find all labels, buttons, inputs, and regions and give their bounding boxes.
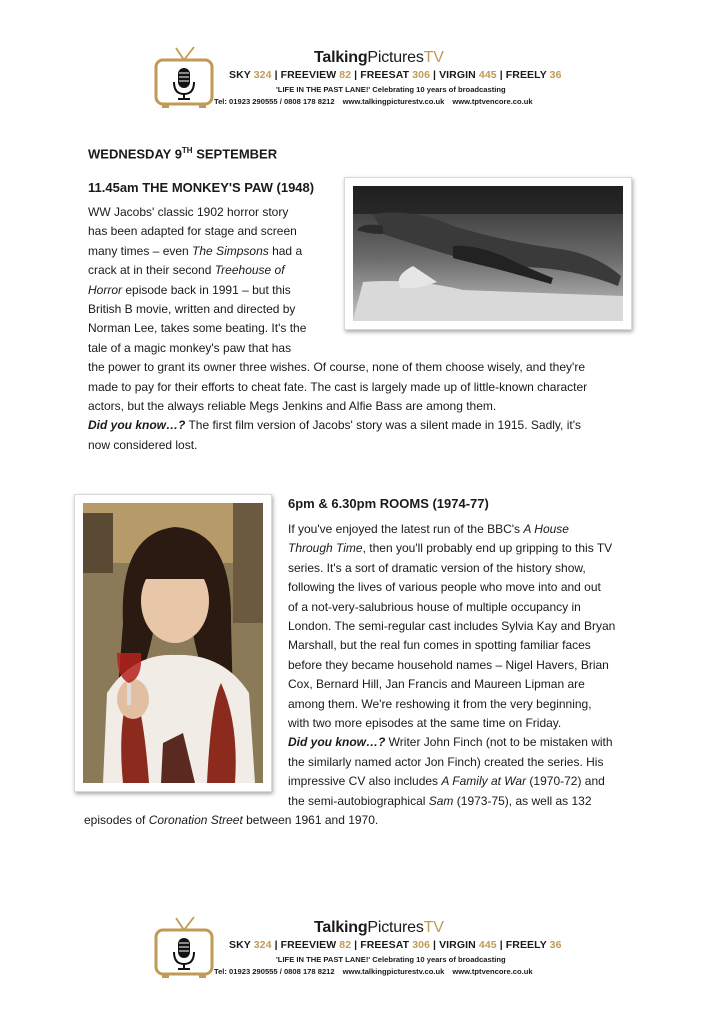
text-line: has been adapted for stage and screen [88, 224, 297, 239]
text-line: Cox, Bernard Hill, Jan Francis and Maureen Lipman are [288, 677, 585, 692]
text-line: Did you know…? Writer John Finch (not to be mistaken with [288, 735, 613, 750]
contact-line: Tel: 01923 290555 / 0808 178 8212 www.talkingpicturestv.co.uk www.tptvencore.co.uk [214, 967, 533, 976]
did-you-know-label: Did you know…? [288, 735, 386, 750]
text-line: If you've enjoyed the latest run of the BBC's A House [288, 522, 569, 536]
text-line: before they became household names – Nigel Havers, Brian [288, 657, 609, 672]
header-banner [0, 44, 724, 114]
film1-description [88, 203, 587, 455]
channel-freeview: FREEVIEW 82 [280, 939, 352, 951]
tagline: 'LIFE IN THE PAST LANE!' Celebrating 10 years of broadcasting [276, 85, 506, 94]
channel-sky: SKY 324 [229, 939, 272, 951]
text-line: made to pay for their efforts to cheat fate. The cast is largely made up of little-known character [88, 379, 588, 394]
channel-sky: SKY 324 [229, 69, 272, 81]
text-line: London. The semi-regular cast includes Sylvia Kay and Bryan [288, 619, 616, 634]
contact-line: Tel: 01923 290555 / 0808 178 8212 www.talkingpicturestv.co.uk www.tptvencore.co.uk [214, 97, 533, 106]
footer-banner [0, 914, 724, 984]
text-line: impressive CV also includes A Family at War (1970-72) and [288, 774, 605, 789]
text-line: WW Jacobs' classic 1902 horror story [88, 205, 289, 219]
tagline: 'LIFE IN THE PAST LANE!' Celebrating 10 years of broadcasting [276, 955, 506, 964]
text-line: Marshall, but the real fun comes in spotting familiar faces [288, 638, 591, 653]
channel-freely: FREELY 36 [505, 69, 562, 81]
encore-website-link[interactable]: www.tptvencore.co.uk [452, 967, 533, 976]
encore-website-link[interactable]: www.tptvencore.co.uk [452, 97, 533, 106]
day-heading: WEDNESDAY 9TH SEPTEMBER [88, 146, 278, 162]
website-link[interactable]: www.talkingpicturestv.co.uk [342, 97, 445, 106]
text-line: tale of a magic monkey's paw that has [88, 340, 292, 355]
channel-freesat: FREESAT 306 [360, 939, 431, 951]
brand-wordmark: TalkingPicturesTV [314, 919, 444, 936]
text-line: series. It's a sort of dramatic version of the history show, [288, 560, 586, 575]
channel-list: SKY 324 | FREEVIEW 82 | FREESAT 306 | VIRGIN 445 | FREELY 36 [229, 69, 562, 81]
brand-wordmark: TalkingPicturesTV [314, 49, 444, 66]
text-line: many times – even The Simpsons had a [88, 243, 303, 258]
text-line: crack at in their second Treehouse of [88, 263, 285, 278]
film2-description [84, 520, 616, 831]
film2-title: 6pm & 6.30pm ROOMS (1974-77) [288, 496, 489, 511]
text-line: Through Time, then you'll probably end up gripping to this TV [288, 541, 613, 556]
text-line: of a not-very-salubrious house of multiple occupancy in [288, 599, 581, 614]
text-line: with two more episodes at the same time on Friday. [288, 716, 562, 731]
film1-title: 11.45am THE MONKEY'S PAW (1948) [88, 180, 315, 195]
tv-microphone-logo-icon [154, 46, 214, 110]
website-link[interactable]: www.talkingpicturestv.co.uk [342, 967, 445, 976]
text-line: British B movie, written and directed by [88, 302, 296, 317]
text-line: among them. We're reshowing it from the very beginning, [288, 696, 592, 711]
channel-freesat: FREESAT 306 [360, 69, 431, 81]
text-line: episodes of Coronation Street between 1961 and 1970. [84, 813, 379, 828]
text-line: Norman Lee, takes some beating. It's the [88, 321, 307, 336]
text-line: the semi-autobiographical Sam (1973-75), as well as 132 [288, 793, 592, 808]
text-line: Horror episode back in 1991 – but this [88, 282, 291, 297]
channel-list: SKY 324 | FREEVIEW 82 | FREESAT 306 | VIRGIN 445 | FREELY 36 [229, 939, 562, 951]
channel-virgin: VIRGIN 445 [439, 939, 497, 951]
channel-virgin: VIRGIN 445 [439, 69, 497, 81]
text-line: following the lives of various people who move into and out [288, 580, 601, 595]
tv-microphone-logo-icon [154, 916, 214, 980]
channel-freely: FREELY 36 [505, 939, 562, 951]
rooms-still-image [74, 494, 272, 792]
text-line: actors, but the always reliable Megs Jenkins and Alfie Bass are among them. [88, 399, 497, 414]
channel-freeview: FREEVIEW 82 [280, 69, 352, 81]
text-line: Did you know…? The first film version of Jacobs' story was a silent made in 1915. Sadly, it's [88, 418, 581, 433]
text-line: now considered lost. [88, 437, 198, 452]
did-you-know-label: Did you know…? [88, 418, 186, 433]
text-line: the power to grant its owner three wishes. Of course, none of them choose wisely, and they're [88, 360, 585, 375]
text-line: the similarly named actor Jon Finch) created the series. His [288, 754, 604, 769]
